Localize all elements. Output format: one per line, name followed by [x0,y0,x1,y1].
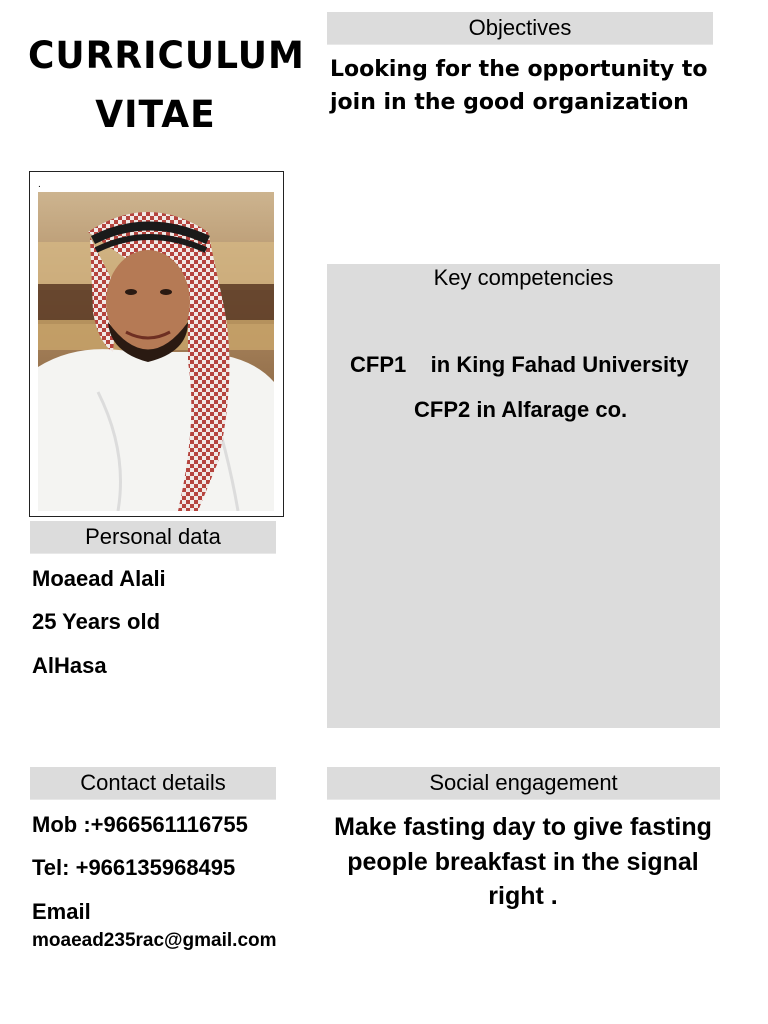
cv-title: CURRICULUM VITAE [28,34,305,137]
objectives-heading: Objectives [327,12,713,45]
profile-photo [38,192,274,511]
email-address: moaead235rac@gmail.com [32,930,277,951]
contact-details-heading: Contact details [30,767,276,800]
competency-item: CFP2 in Alfarage co. [414,397,628,422]
social-engagement-heading: Social engagement [327,767,720,800]
competency-item: CFP1 in King Fahad University [350,352,689,377]
social-engagement-text: Make fasting day to give fasting people breakfast in the signal right . [334,813,712,910]
objectives-text: Looking for the opportunity to join in the good organization [330,57,708,115]
key-competencies-box [327,264,720,728]
key-competencies-heading: Key competencies [433,265,614,290]
mobile-number: Mob :+966561116755 [32,812,248,837]
telephone-number: Tel: +966135968495 [32,855,236,880]
person-city: AlHasa [32,653,107,678]
email-label: Email [32,899,91,924]
person-name: Moaead Alali [32,566,166,591]
personal-data-heading: Personal data [30,521,276,554]
person-age: 25 Years old [32,609,161,634]
photo-dot: . [38,179,41,190]
